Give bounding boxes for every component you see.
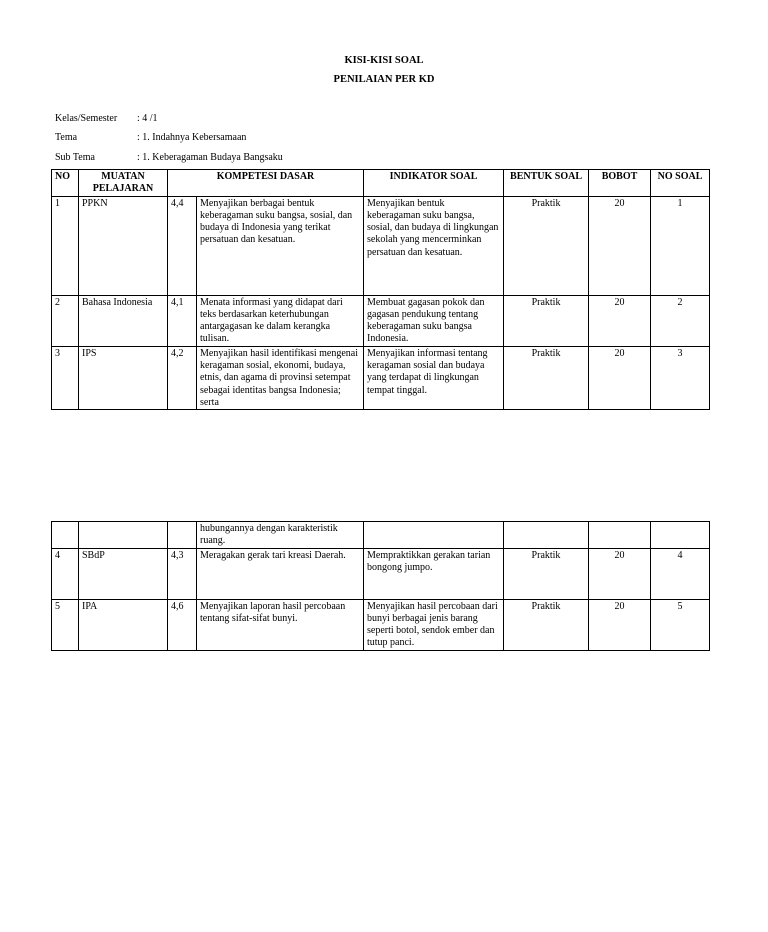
table-row: [52, 599, 710, 650]
cell-no: 4: [52, 548, 79, 599]
meta-tema-label: Tema: [55, 132, 78, 143]
cell-bobot: 20: [589, 295, 651, 346]
cell-indikator: [364, 522, 504, 549]
table-row-continuation: [52, 522, 710, 549]
cell-no-soal: 1: [651, 196, 710, 295]
cell-kompetensi: Menata informasi yang didapat dari teks berdasarkan keterhubungan antargagasan ke dalam kerangka tulisan.: [197, 295, 364, 346]
kisi-kisi-table-continued: [51, 521, 710, 651]
cell-no: 2: [52, 295, 79, 346]
cell-kompetensi: Menyajikan hasil identifikasi mengenai keragaman sosial, ekonomi, budaya, etnis, dan agama di provinsi setempat sebagai identitas bangsa Indonesia; serta: [197, 346, 364, 409]
cell-indikator: Mempraktikkan gerakan tarian bongong jumpo.: [364, 548, 504, 599]
meta-kelas: [55, 113, 158, 124]
table-row: [52, 548, 710, 599]
cell-bobot: 20: [589, 346, 651, 409]
cell-kd: 4,4: [168, 196, 197, 295]
cell-kd: [168, 522, 197, 549]
table-row: [52, 295, 710, 346]
cell-kompetensi: Menyajikan berbagai bentuk keberagaman suku bangsa, sosial, dan budaya di Indonesia yang terikat persatuan dan kesatuan.: [197, 196, 364, 295]
cell-bentuk: Praktik: [504, 346, 589, 409]
cell-indikator: Menyajikan bentuk keberagaman suku bangsa, sosial, dan budaya di lingkungan sekolah yang mencerminkan persatuan dan kesatuan.: [364, 196, 504, 295]
cell-indikator: Menyajikan informasi tentang keragaman sosial dan budaya yang terdapat di lingkungan tempat tinggal.: [364, 346, 504, 409]
cell-bobot: [589, 522, 651, 549]
cell-no: [52, 522, 79, 549]
cell-kompetensi: Meragakan gerak tari kreasi Daerah.: [197, 548, 364, 599]
cell-no: 5: [52, 599, 79, 650]
cell-no: 3: [52, 346, 79, 409]
cell-bentuk: [504, 522, 589, 549]
meta-subtema-value: : 1. Keberagaman Budaya Bangsaku: [137, 152, 283, 163]
cell-muatan: IPA: [79, 599, 168, 650]
cell-bobot: 20: [589, 196, 651, 295]
header-muatan: MUATAN PELAJARAN: [79, 170, 168, 197]
cell-bentuk: Praktik: [504, 196, 589, 295]
header-kompetensi: KOMPETESI DASAR: [168, 170, 364, 197]
cell-no-soal: 3: [651, 346, 710, 409]
table-row: [52, 346, 710, 409]
cell-kd: 4,2: [168, 346, 197, 409]
cell-muatan: Bahasa Indonesia: [79, 295, 168, 346]
meta-tema-value: : 1. Indahnya Kebersamaan: [137, 132, 247, 143]
cell-no-soal: 4: [651, 548, 710, 599]
cell-bentuk: Praktik: [504, 295, 589, 346]
cell-muatan: SBdP: [79, 548, 168, 599]
cell-kd: 4,3: [168, 548, 197, 599]
meta-kelas-value: : 4 /1: [137, 113, 158, 124]
cell-kompetensi: Menyajikan laporan hasil percobaan tentang sifat-sifat bunyi.: [197, 599, 364, 650]
meta-kelas-label: Kelas/Semester: [55, 113, 118, 124]
cell-muatan: PPKN: [79, 196, 168, 295]
cell-kd: 4,6: [168, 599, 197, 650]
cell-kompetensi: hubungannya dengan karakteristik ruang.: [197, 522, 364, 549]
cell-bentuk: Praktik: [504, 599, 589, 650]
cell-bobot: 20: [589, 548, 651, 599]
cell-no-soal: [651, 522, 710, 549]
meta-subtema: [55, 152, 283, 163]
cell-no: 1: [52, 196, 79, 295]
cell-kd: 4,1: [168, 295, 197, 346]
table-header-row: [52, 170, 710, 197]
cell-muatan: IPS: [79, 346, 168, 409]
cell-bobot: 20: [589, 599, 651, 650]
cell-no-soal: 2: [651, 295, 710, 346]
header-indikator: INDIKATOR SOAL: [364, 170, 504, 197]
header-bobot: BOBOT: [589, 170, 651, 197]
cell-indikator: Menyajikan hasil percobaan dari bunyi berbagai jenis barang seperti botol, sendok ember dan tutup panci.: [364, 599, 504, 650]
cell-no-soal: 5: [651, 599, 710, 650]
kisi-kisi-table: [51, 169, 710, 410]
cell-bentuk: Praktik: [504, 548, 589, 599]
header-bentuk: BENTUK SOAL: [504, 170, 589, 197]
header-no: NO: [52, 170, 79, 197]
meta-subtema-label: Sub Tema: [55, 152, 95, 163]
header-no-soal: NO SOAL: [651, 170, 710, 197]
document-title: KISI-KISI SOAL: [344, 55, 424, 66]
document-subtitle: PENILAIAN PER KD: [333, 74, 435, 85]
table-row: [52, 196, 710, 295]
cell-indikator: Membuat gagasan pokok dan gagasan pendukung tentang keberagaman suku bangsa Indonesia.: [364, 295, 504, 346]
cell-muatan: [79, 522, 168, 549]
meta-tema: [55, 132, 246, 143]
